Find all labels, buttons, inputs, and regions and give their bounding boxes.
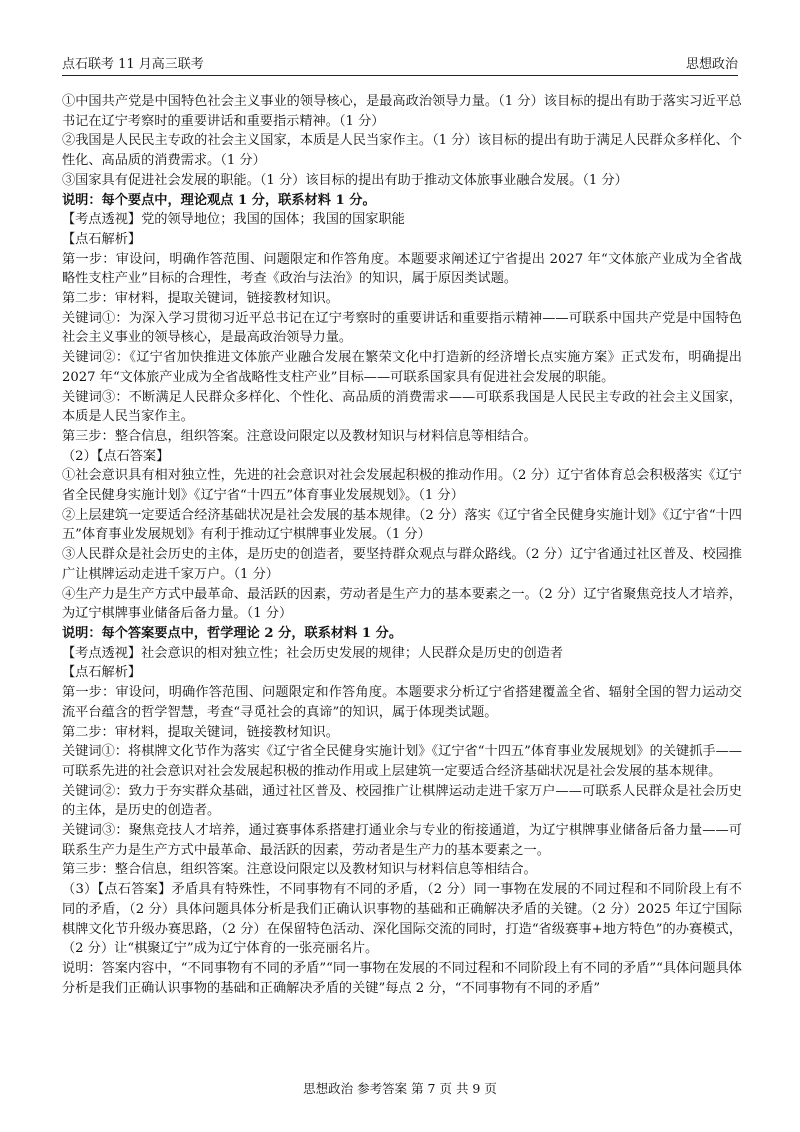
paragraph: ④生产力是生产方式中最革命、最活跃的因素，劳动者是生产力的基本要素之一。（2 分）辽宁省聚焦竞技人才培养，为辽宁棋牌事业储备后备力量。（1 分） (62, 586, 742, 622)
paragraph: 关键词③：聚焦竞技人才培养，通过赛事体系搭建打通业余与专业的衔接通道，为辽宁棋牌事业储备后备力量——可联系生产力是生产方式中最革命、最活跃的因素，劳动者是生产力的基本要素之一。 (62, 823, 742, 858)
paragraph: ①社会意识具有相对独立性，先进的社会意识对社会发展起积极的推动作用。（2 分）辽宁省体育总会积极落实《辽宁省全民健身实施计划》《辽宁省“十四五”体育事业发展规划》。（1 分） (62, 468, 742, 504)
paragraph: ①中国共产党是中国特色社会主义事业的领导核心，是最高政治领导力量。（1 分）该目标的提出有助于落实习近平总书记在辽宁考察时的重要讲话和重要指示精神。（1 分） (62, 94, 742, 129)
paragraph: 第二步：审材料，提取关键词，链接教材知识。 (62, 291, 339, 307)
paragraph: 说明：每个答案要点中，哲学理论 2 分，联系材料 1 分。 (62, 625, 403, 641)
paragraph: 第三步：整合信息，组织答案。注意设问限定以及教材知识与材料信息等相结合。 (62, 428, 537, 444)
paragraph: ②我国是人民民主专政的社会主义国家，本质是人民当家作主。（1 分）该目标的提出有助于满足人民群众多样化、个性化、高品质的消费需求。（1 分） (62, 133, 742, 169)
paragraph: 关键词③：不断满足人民群众多样化、个性化、高品质的消费需求——可联系我国是人民民主专政的社会主义国家，本质是人民当家作主。 (62, 389, 742, 425)
paragraph: 第三步：整合信息，组织答案。注意设问限定以及教材知识与材料信息等相结合。 (62, 862, 537, 878)
paragraph: 关键词②：致力于夯实群众基础，通过社区普及、校园推广让棋牌运动走进千家万户——可联系人民群众是社会历史的主体，是历史的创造者。 (62, 783, 742, 819)
paragraph: ③国家具有促进社会发展的职能。（1 分）该目标的提出有助于推动文体旅事业融合发展。（1 分） (62, 172, 628, 188)
paragraph: 第一步：审设问，明确作答范围、问题限定和作答角度。本题要求分析辽宁省搭建覆盖全省、辐射全国的智力运动交流平台蕴含的哲学智慧，考查“寻觅社会的真谛”的知识，属于体现类试题。 (62, 685, 742, 720)
paragraph: 说明：每个要点中，理论观点 1 分，联系材料 1 分。 (62, 192, 376, 208)
paragraph: （2）【点石答案】 (62, 448, 170, 464)
page-header (62, 50, 738, 76)
paragraph: 【考点透视】党的领导地位；我国的国体；我国的国家职能 (62, 212, 405, 228)
answer-content (62, 92, 742, 998)
page-footer: 思想政治 参考答案 第 7 页 共 9 页 (303, 1081, 497, 1096)
paragraph: 【考点透视】社会意识的相对独立性；社会历史发展的规律；人民群众是历史的创造者 (62, 645, 564, 661)
paragraph: 第一步：审设问，明确作答范围、问题限定和作答角度。本题要求阐述辽宁省提出 2027 年“文体旅产业成为全省战略性支柱产业”目标的合理性，考查《政治与法治》的知识，属于原因类试题。 (62, 251, 742, 287)
paragraph: 说明：答案内容中，“不同事物有不同的矛盾”“同一事物在发展的不同过程和不同阶段上有不同的矛盾”“具体问题具体分析是我们正确认识事物的基础和正确解决矛盾的关键”每点 2 分，“不同事物有不同的矛盾” (62, 960, 742, 996)
paragraph: 关键词②：《辽宁省加快推进文体旅产业融合发展在繁荣文化中打造新的经济增长点实施方案》正式发布，明确提出 2027 年“文体旅产业成为全省战略性支柱产业”目标——可联系国家具有促进社会发展的职能。 (62, 350, 742, 385)
paragraph: 【点石解析】 (62, 231, 142, 247)
paragraph: 关键词①：将棋牌文化节作为落实《辽宁省全民健身实施计划》《辽宁省“十四五”体育事业发展规划》的关键抓手——可联系先进的社会意识对社会发展起积极的推动作用或上层建筑一定要适合经济基础状况是社会发展的基本规律。 (62, 744, 742, 779)
header-exam-title: 点石联考 11 月高三联考 (62, 57, 204, 72)
paragraph: 【点石解析】 (62, 665, 142, 681)
paragraph: ③人民群众是社会历史的主体，是历史的创造者，要坚持群众观点与群众路线。（2 分）辽宁省通过社区普及、校园推广让棋牌运动走进千家万户。（1 分） (62, 547, 742, 582)
header-subject: 思想政治 (685, 57, 738, 72)
paragraph: 第二步：审材料，提取关键词，链接教材知识。 (62, 724, 339, 740)
paragraph: ②上层建筑一定要适合经济基础状况是社会发展的基本规律。（2 分）落实《辽宁省全民健身实施计划》《辽宁省“十四五”体育事业发展规划》有利于推动辽宁棋牌事业发展。（1 分） (62, 507, 742, 543)
paragraph: 关键词①：为深入学习贯彻习近平总书记在辽宁考察时的重要讲话和重要指示精神——可联系中国共产党是中国特色社会主义事业的领导核心，是最高政治领导力量。 (62, 310, 742, 346)
paragraph: （3）【点石答案】矛盾具有特殊性，不同事物有不同的矛盾，（2 分）同一事物在发展的不同过程和不同阶段上有不同的矛盾，（2 分）具体问题具体分析是我们正确认识事物的基础和正确解决矛盾的关键。（2 分）2025 年辽宁国际棋牌文化节升级办赛思路，（2 分）在保留特色活动、深化国际交流的同时，打造“省级赛事+地方特色”的办赛模式，（2 分）让“棋聚辽宁”成为辽宁体育的一张亮丽名片。 (62, 882, 742, 957)
